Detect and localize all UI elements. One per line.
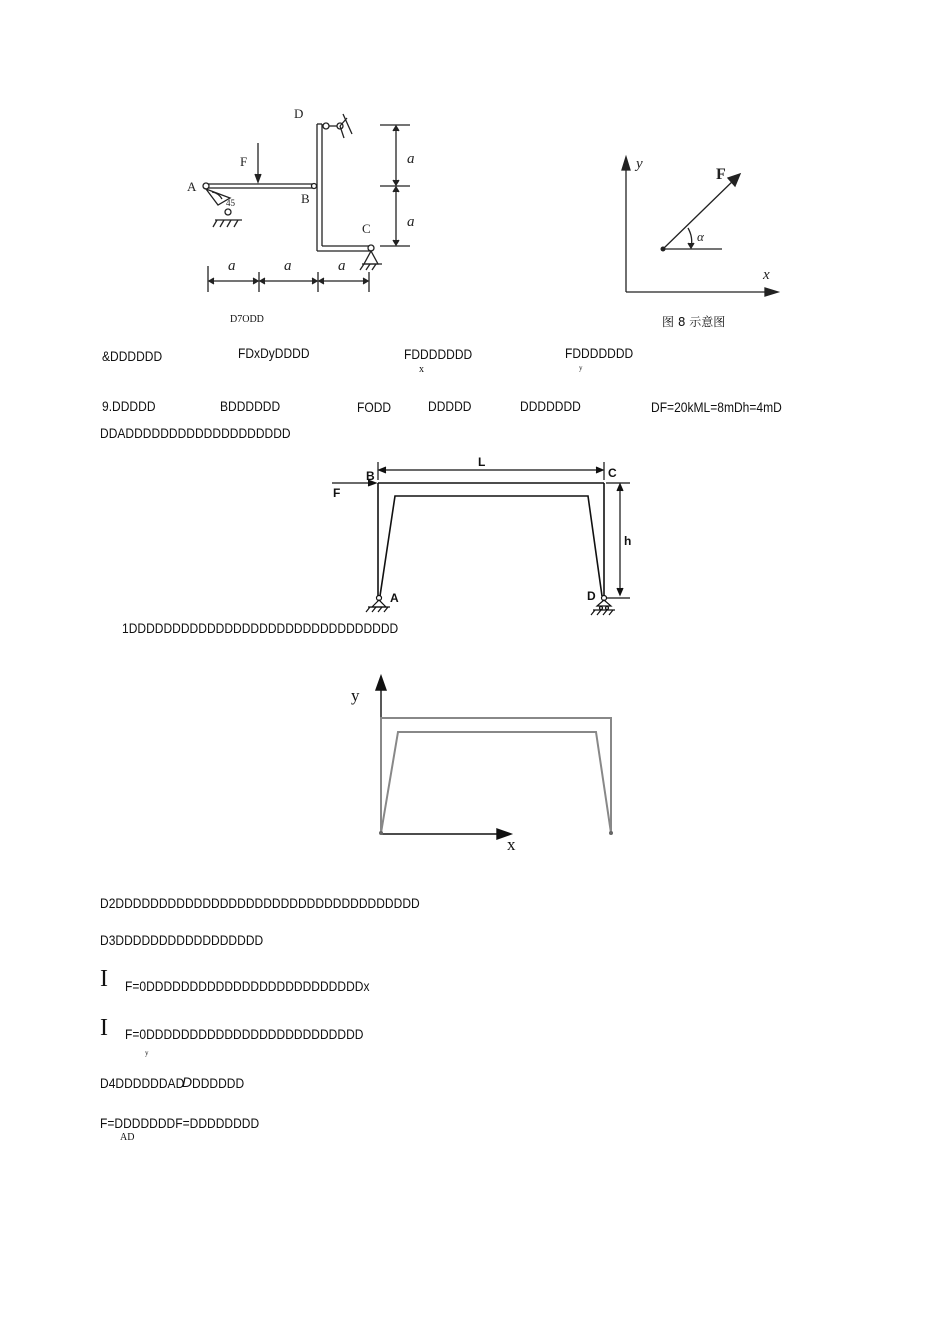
step-4-a: D4DDDDDDAD [100,1075,185,1091]
final-equation-sub: AD [120,1132,135,1143]
axis-y-label: y [351,686,360,705]
frame-B: B [366,469,375,483]
q8-choice-1: FDxDyDDDD [238,345,310,361]
q8-lead: &DDDDDD [102,348,163,364]
q9-number: 9.DDDDD [102,398,156,414]
fig8-F: F [716,166,726,183]
fig8-y: y [636,156,643,172]
dim-a-left: a [228,258,236,274]
q9-part-e: DDDDDDD [520,398,581,414]
q8-choice-2-sub: x [419,364,424,375]
figure-7-caption: D7ODD [230,314,264,325]
frame-L: L [478,455,486,469]
frame-D: D [587,589,596,603]
label-B: B [301,191,310,206]
q9-part-b: BDDDDDD [220,398,281,414]
final-equation: F=DDDDDDDF=DDDDDDDD [100,1115,260,1131]
q9-part-c: FODD [357,399,392,415]
sum-symbol-2: I [100,1015,108,1041]
equation-2-sub: y [145,1049,149,1057]
dim-a-mid: a [284,258,292,274]
dim-a-right: a [338,258,346,274]
label-F: F [240,154,248,169]
equation-2: F=0DDDDDDDDDDDDDDDDDDDDDDDDD [125,1026,364,1042]
figure-8-caption: 图 8 示意图 [662,315,726,329]
step-3: D3DDDDDDDDDDDDDDDDD [100,932,264,948]
dim-a-bottom: a [407,214,415,230]
q9-line-2: DDADDDDDDDDDDDDDDDDDDD [100,425,291,441]
step-4-c: DDDDDD [192,1075,245,1091]
axis-x-label: x [507,835,516,854]
frame-A: A [390,591,399,605]
label-A: A [187,179,197,194]
q9-part-d: DDDDD [428,398,472,414]
fig8-x: x [763,267,770,283]
frame-C: C [608,466,617,480]
fig8-alpha: α [697,229,704,244]
label-45: 45 [226,198,235,208]
sum-symbol-1: I [100,966,108,992]
q8-choice-3: FDDDDDDD [565,345,634,361]
frame-F: F [333,486,341,500]
q8-choice-2: FDDDDDDD [404,346,473,362]
step-4-b: D [182,1074,193,1090]
frame-h: h [624,534,632,548]
dim-a-top: a [407,151,415,167]
equation-1: F=0DDDDDDDDDDDDDDDDDDDDDDDDDx [125,978,370,994]
q9-given: DF=20kML=8mDh=4mD [651,399,782,415]
step-1: 1DDDDDDDDDDDDDDDDDDDDDDDDDDDDDDD [122,620,399,636]
q8-choice-3-sub: y [579,364,583,372]
label-D: D [294,106,304,121]
label-C: C [362,221,371,236]
step-2: D2DDDDDDDDDDDDDDDDDDDDDDDDDDDDDDDDDDD [100,895,420,911]
